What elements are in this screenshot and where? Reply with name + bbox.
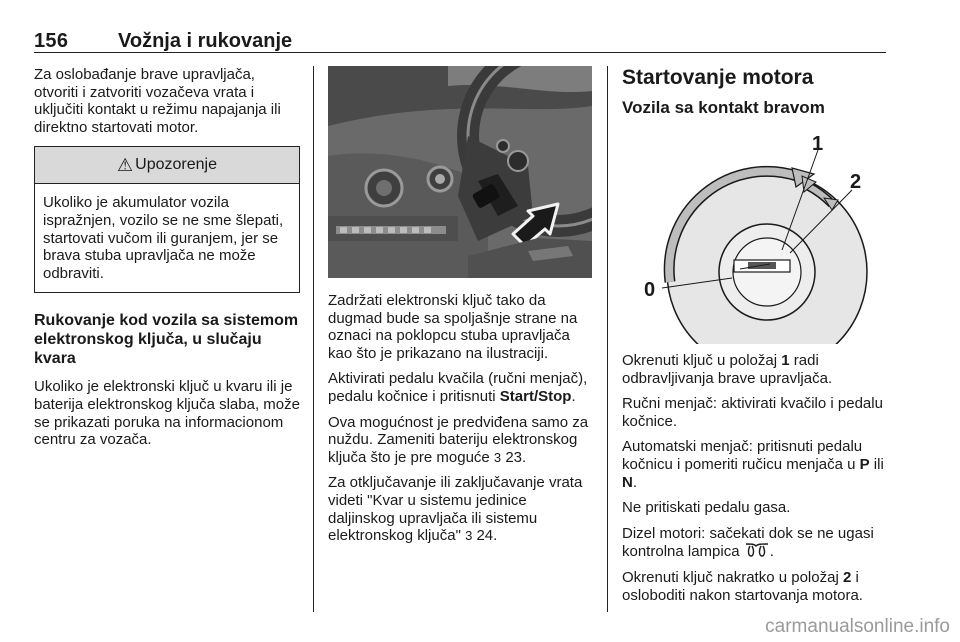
photo-key-fob-at-steering-column bbox=[328, 66, 592, 278]
diagram-label-position-1: 1 bbox=[812, 133, 824, 155]
page-reference-arrow-icon: 3 bbox=[493, 449, 502, 465]
column-middle bbox=[328, 66, 592, 553]
diagram-label-position-2: 2 bbox=[850, 171, 862, 193]
warning-title: Upozorenje bbox=[135, 156, 217, 174]
warning-text: Ukoliko je akumulator vozila ispražnjen, vozilo se ne sme šlepati, startovati vučom ili guranjem, jer se brava stuba upravljača ne može odbraviti. bbox=[43, 194, 284, 282]
subsection-heading-ignition-lock: Vozila sa kontakt bravom bbox=[622, 98, 825, 117]
instruction-turn-key-1: Okrenuti ključ u položaj 1 radi odbravljivanja brave upravljača. bbox=[622, 352, 833, 387]
column-left bbox=[34, 66, 300, 457]
instruction-no-gas: Ne pritiskati pedalu gasa. bbox=[622, 499, 791, 517]
instruction-press-pedals: Aktivirati pedalu kvačila (ručni menjač), pedalu kočnice i pritisnuti Start/Stop. bbox=[328, 370, 588, 405]
fault-paragraph: Ukoliko je elektronski ključ u kvaru ili je baterija elektronskog ključa slaba, može se prikazati poruka na informacionom centru za vozača. bbox=[34, 378, 300, 449]
running-title: Vožnja i rukovanje bbox=[118, 30, 293, 52]
ignition-positions-diagram bbox=[622, 132, 886, 344]
column-divider bbox=[607, 66, 608, 612]
page-reference-link[interactable]: 23. bbox=[501, 448, 527, 466]
column-right bbox=[622, 66, 886, 612]
section-heading-engine-start: Startovanje motora bbox=[622, 66, 814, 89]
page-number: 156 bbox=[34, 30, 69, 52]
unlock-note: Za otključavanje ili zaključavanje vrata videti "Kvar u sistemu jedinice daljinskog upravljača ili sistemu elektronskog ključa" 3 24. bbox=[328, 474, 583, 545]
page-reference-arrow-icon: 3 bbox=[465, 528, 473, 544]
glow-plug-icon bbox=[744, 542, 770, 558]
instruction-hold-key: Zadržati elektronski ključ tako da dugmad bude sa spoljašnje strane na oznaci na poklopcu stuba upravljača kao što je prikazano na ilustraciji. bbox=[328, 292, 578, 362]
warning-triangle-icon: ⚠ bbox=[117, 154, 134, 175]
watermark: carmanualsonline.info bbox=[765, 616, 950, 637]
warning-body bbox=[35, 184, 299, 292]
instruction-turn-key-2: Okrenuti ključ nakratko u položaj 2 i osloboditi nakon startovanja motora. bbox=[622, 568, 863, 604]
instruction-manual-gearbox: Ručni menjač: aktivirati kvačilo i pedalu kočnice. bbox=[622, 395, 883, 430]
emergency-note: Ova mogućnost je predviđena samo za nuždu. Zameniti bateriju elektronskog ključa što je pre moguće 3 23. bbox=[328, 413, 589, 466]
column-divider bbox=[313, 66, 314, 612]
page-reference-link[interactable]: 24. bbox=[472, 527, 498, 545]
instruction-diesel: Dizel motori: sačekati dok se ne ugasi kontrolna lampica . bbox=[622, 524, 874, 561]
warning-header bbox=[35, 147, 299, 184]
diagram-label-position-0: 0 bbox=[644, 279, 656, 301]
intro-paragraph: Za oslobađanje brave upravljača, otvoriti i zatvoriti vozačeva vrata i uključiti kontakt u režimu napajanja ili direktno startovati motor. bbox=[34, 66, 281, 136]
instruction-automatic-gearbox: Automatski menjač: pritisnuti pedalu kočnicu i pomeriti ručicu menjača u P ili N. bbox=[622, 438, 884, 491]
section-heading-electronic-key-fault: Rukovanje kod vozila sa sistemom elektronskog ključa, u slučaju kvara bbox=[34, 312, 299, 368]
page-header bbox=[34, 30, 886, 53]
start-stop-label: Start/Stop bbox=[499, 387, 572, 405]
warning-box bbox=[34, 146, 300, 293]
